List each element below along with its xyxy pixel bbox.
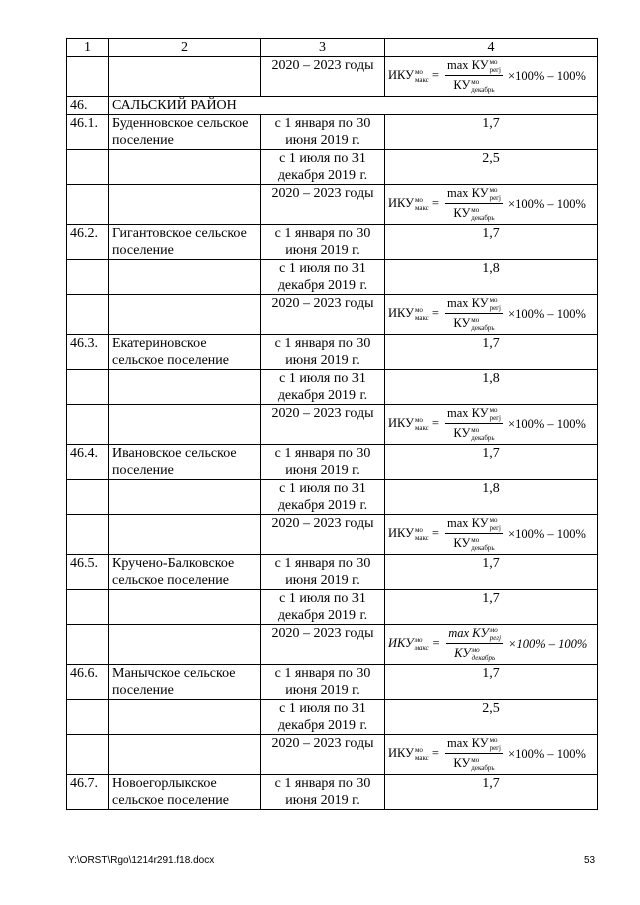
value-cell: 1,7	[385, 335, 598, 370]
value-cell: 1,7	[385, 590, 598, 625]
header-col-1: 1	[67, 39, 109, 57]
period-cell: с 1 июля по 31 декабря 2019 г.	[261, 590, 385, 625]
table-row	[67, 185, 598, 225]
period-cell: 2020 – 2023 годы	[261, 735, 385, 775]
value-cell: 1,7	[385, 225, 598, 260]
settlement-name: Новоегорлыкское сельское поселение	[109, 775, 261, 810]
period-cell: 2020 – 2023 годы	[261, 515, 385, 555]
value-cell: 1,7	[385, 555, 598, 590]
formula-fraction: max КУ мо регj КУ мо декабрь	[446, 57, 502, 94]
table-row	[67, 555, 598, 590]
formula: ИКУ мо макс = max КУ мо регj КУ мо декабрь ×100% – 100%	[388, 185, 586, 222]
settlement-name: Кручено-Балковское сельское поселение	[109, 555, 261, 590]
value-cell: 2,5	[385, 150, 598, 185]
period-cell: 2020 – 2023 годы	[261, 405, 385, 445]
period-cell: с 1 июля по 31 декабря 2019 г.	[261, 480, 385, 515]
region-row	[67, 97, 598, 115]
table-row	[67, 405, 598, 445]
period-cell: с 1 января по 30 июня 2019 г.	[261, 775, 385, 810]
period-cell: с 1 января по 30 июня 2019 г.	[261, 225, 385, 260]
value-cell: 2,5	[385, 700, 598, 735]
formula-fraction: max КУ мо регj КУ мо декабрь	[446, 295, 502, 332]
formula: ИКУ мо макс = max КУ мо регj КУ мо декабрь ×100% – 100%	[388, 515, 586, 552]
period-cell: 2020 – 2023 годы	[261, 185, 385, 225]
value-cell: 1,8	[385, 480, 598, 515]
settlement-name: Ивановское сельское поселение	[109, 445, 261, 480]
formula-fraction: max КУ мо регj КУ мо декабрь	[446, 405, 502, 442]
value-cell: 1,8	[385, 370, 598, 405]
table-row	[67, 225, 598, 260]
table-row	[67, 445, 598, 480]
period-cell: с 1 января по 30 июня 2019 г.	[261, 115, 385, 150]
formula-cell	[385, 295, 598, 335]
settlement-name: Буденновское сельское поселение	[109, 115, 261, 150]
formula: ИКУ мо макс = max КУ мо регj КУ мо декабрь ×100% – 100%	[388, 405, 586, 442]
table-row	[67, 57, 598, 97]
table-row	[67, 115, 598, 150]
period-cell: с 1 января по 30 июня 2019 г.	[261, 335, 385, 370]
settlement-number: 46.2.	[67, 225, 109, 260]
formula-cell	[385, 625, 598, 665]
settlement-name: Гигантовское сельское поселение	[109, 225, 261, 260]
period-cell: с 1 января по 30 июня 2019 г.	[261, 445, 385, 480]
settlement-name: Манычское сельское поселение	[109, 665, 261, 700]
settlement-number: 46.3.	[67, 335, 109, 370]
table-row	[67, 335, 598, 370]
footer-file-path: Y:\ORST\Rgo\1214r291.f18.docx	[68, 855, 215, 866]
header-row	[67, 39, 598, 57]
table-row	[67, 260, 598, 295]
formula-fraction: max КУ мо регj КУ мо декабрь	[446, 185, 502, 222]
settlement-number: 46.6.	[67, 665, 109, 700]
formula-cell	[385, 185, 598, 225]
period-cell: 2020 – 2023 годы	[261, 625, 385, 665]
period-cell: с 1 июля по 31 декабря 2019 г.	[261, 260, 385, 295]
table-row	[67, 150, 598, 185]
header-col-3: 3	[261, 39, 385, 57]
table-row	[67, 480, 598, 515]
region-name: САЛЬСКИЙ РАЙОН	[109, 97, 598, 115]
header-col-4: 4	[385, 39, 598, 57]
formula: ИКУ мо макс = max КУ мо регj КУ мо декабрь ×100% – 100%	[388, 295, 586, 332]
table-row	[67, 665, 598, 700]
period-cell: с 1 июля по 31 декабря 2019 г.	[261, 150, 385, 185]
table-row	[67, 775, 598, 810]
period-cell: 2020 – 2023 годы	[261, 57, 385, 97]
formula-cell	[385, 515, 598, 555]
formula-fraction: max КУ мо регj КУ мо декабрь	[446, 515, 502, 552]
value-cell: 1,7	[385, 115, 598, 150]
table-row	[67, 625, 598, 665]
tariff-table	[66, 38, 598, 810]
value-cell: 1,7	[385, 775, 598, 810]
table-row	[67, 590, 598, 625]
formula: ИКУ мо макс = max КУ мо регj КУ мо декабрь ×100% – 100%	[388, 57, 586, 94]
value-cell: 1,7	[385, 665, 598, 700]
settlement-number: 46.5.	[67, 555, 109, 590]
period-cell: с 1 января по 30 июня 2019 г.	[261, 665, 385, 700]
page-number: 53	[584, 855, 596, 866]
table-row	[67, 370, 598, 405]
formula: ИКУ мо макс = max КУ мо регj КУ мо декабрь ×100% – 100%	[388, 735, 586, 772]
formula-fraction: max КУ мо регj КУ мо декабрь	[448, 625, 502, 662]
settlement-number: 46.1.	[67, 115, 109, 150]
region-number: 46.	[67, 97, 109, 115]
table-row	[67, 700, 598, 735]
period-cell: с 1 июля по 31 декабря 2019 г.	[261, 700, 385, 735]
formula-cell	[385, 405, 598, 445]
period-cell: с 1 июля по 31 декабря 2019 г.	[261, 370, 385, 405]
header-col-2: 2	[109, 39, 261, 57]
settlement-name: Екатериновское сельское поселение	[109, 335, 261, 370]
formula-cell	[385, 735, 598, 775]
settlement-number: 46.4.	[67, 445, 109, 480]
formula-cell	[385, 57, 598, 97]
value-cell: 1,7	[385, 445, 598, 480]
table-row	[67, 735, 598, 775]
table-row	[67, 295, 598, 335]
formula-fraction: max КУ мо регj КУ мо декабрь	[446, 735, 502, 772]
value-cell: 1,8	[385, 260, 598, 295]
period-cell: с 1 января по 30 июня 2019 г.	[261, 555, 385, 590]
formula: ИКУ мо макс = max КУ мо регj КУ мо декабрь ×100% – 100%	[388, 625, 588, 662]
period-cell: 2020 – 2023 годы	[261, 295, 385, 335]
table-row	[67, 515, 598, 555]
settlement-number: 46.7.	[67, 775, 109, 810]
